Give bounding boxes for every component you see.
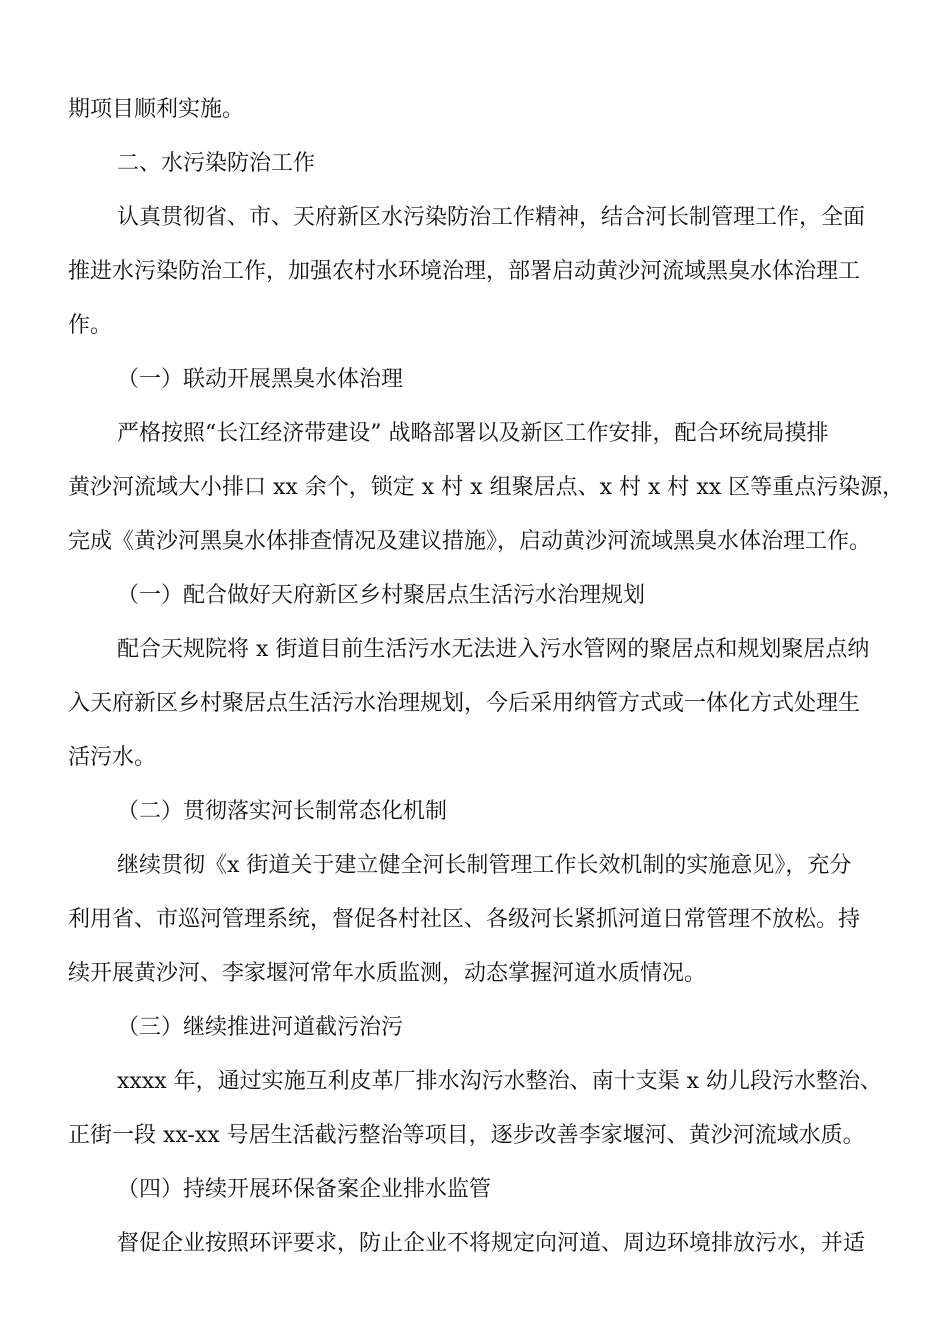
paragraph-line: 配合天规院将 x 街道目前生活污水无法进入污水管网的聚居点和规划聚居点纳: [117, 637, 870, 662]
paragraph-line: 推进水污染防治工作，加强农村水环境治理，部署启动黄沙河流域黑臭水体治理工: [68, 259, 861, 284]
paragraph-line: 利用省、市巡河管理系统，督促各村社区、各级河长紧抓河道日常管理不放松。持: [68, 907, 861, 932]
subsection-heading: （一）配合做好天府新区乡村聚居点生活污水治理规划: [117, 583, 646, 608]
paragraph-line: 作。: [68, 313, 113, 338]
subsection-heading: （三）继续推进河道截污治污: [117, 1015, 404, 1040]
paragraph-line: 认真贯彻省、市、天府新区水污染防治工作精神，结合河长制管理工作，全面: [117, 205, 866, 230]
paragraph-line: xxxx 年，通过实施互利皮革厂排水沟污水整治、南十支渠 x 幼儿段污水整治、: [117, 1069, 883, 1094]
paragraph-line: 继续贯彻《x 街道关于建立健全河长制管理工作长效机制的实施意见》，充分: [117, 853, 852, 878]
subsection-heading: （四）持续开展环保备案企业排水监管: [117, 1177, 492, 1202]
paragraph-line: 督促企业按照环评要求，防止企业不将规定向河道、周边环境排放污水，并适: [117, 1231, 866, 1256]
paragraph-line: 严格按照“长江经济带建设” 战略部署以及新区工作安排，配合环统局摸排: [117, 421, 829, 446]
paragraph-line: 正街一段 xx-xx 号居生活截污整治等项目，逐步改善李家堰河、黄沙河流域水质。: [68, 1123, 865, 1148]
paragraph-line: 黄沙河流域大小排口 xx 余个，锁定 x 村 x 组聚居点、x 村 x 村 xx 区等重点污染源，: [68, 475, 905, 500]
paragraph-line: 续开展黄沙河、李家堰河常年水质监测，动态掌握河道水质情况。: [68, 961, 707, 986]
paragraph-line: 活污水。: [68, 745, 157, 770]
paragraph-line: 期项目顺利实施。: [68, 97, 245, 122]
paragraph-line: 入天府新区乡村聚居点生活污水治理规划，今后采用纳管方式或一体化方式处理生: [68, 691, 861, 716]
subsection-heading: （一）联动开展黑臭水体治理: [117, 367, 404, 392]
section-heading: 二、水污染防治工作: [117, 151, 316, 176]
subsection-heading: （二）贯彻落实河长制常态化机制: [117, 799, 448, 824]
paragraph-line: 完成《黄沙河黑臭水体排查情况及建议措施》，启动黄沙河流域黑臭水体治理工作。: [68, 529, 872, 554]
